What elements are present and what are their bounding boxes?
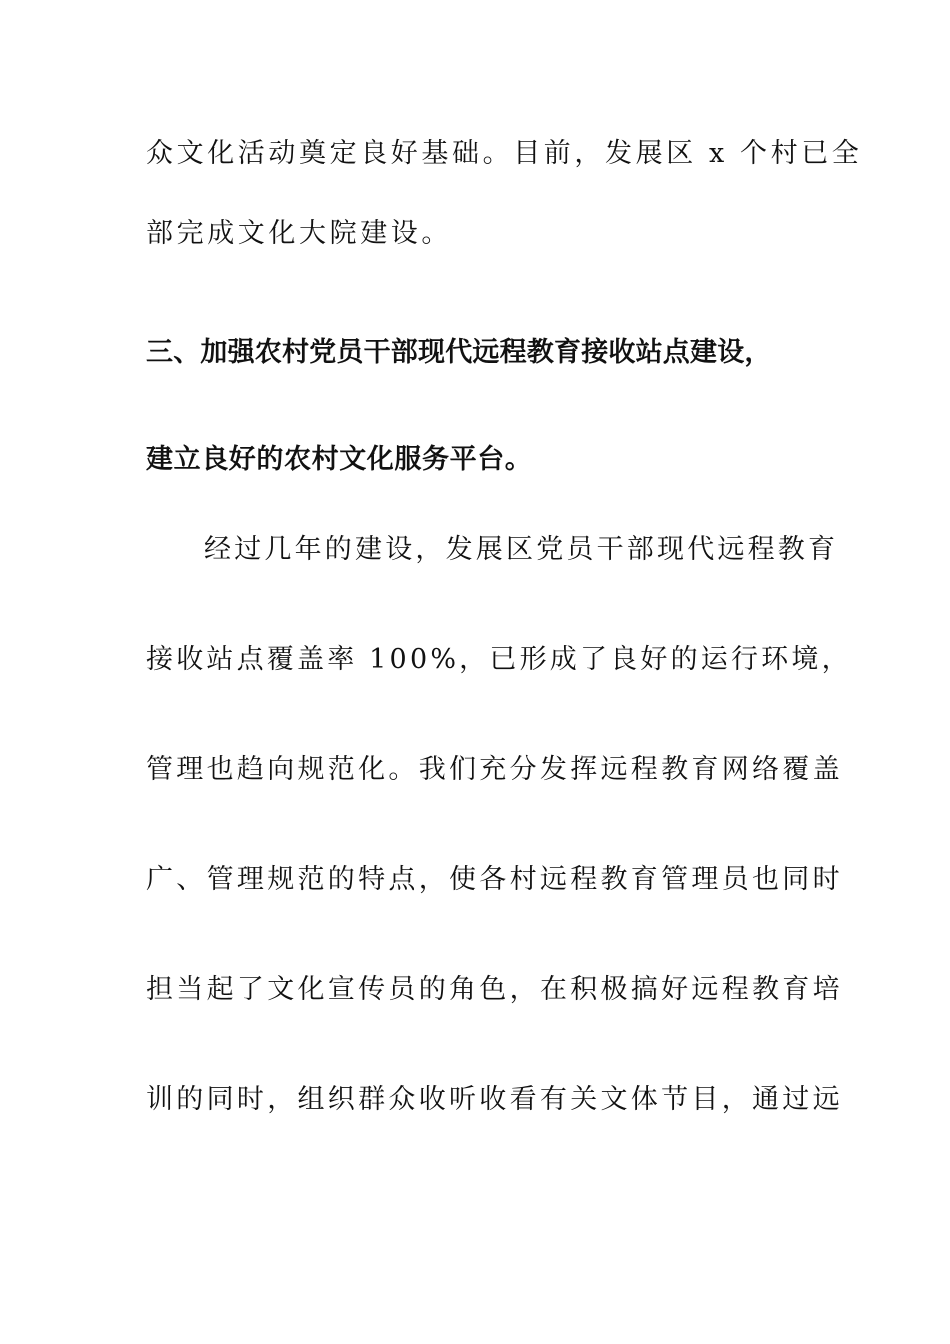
paragraph-line: 训的同时，组织群众收听收看有关文体节目，通过远: [146, 1084, 843, 1115]
paragraph-line: 接收站点覆盖率 100%，已形成了良好的运行环境，: [146, 644, 852, 675]
paragraph-line: 管理也趋向规范化。我们充分发挥远程教育网络覆盖: [146, 754, 843, 785]
section-heading-line: 三、加强农村党员干部现代远程教育接收站点建设，: [146, 337, 772, 368]
paragraph-line: 众文化活动奠定良好基础。目前，发展区 x 个村已全: [146, 138, 863, 169]
paragraph-line: 担当起了文化宣传员的角色，在积极搞好远程教育培: [146, 974, 843, 1005]
section-heading-line: 建立良好的农村文化服务平台。: [146, 444, 533, 475]
paragraph-line: 部完成文化大院建设。: [146, 218, 452, 249]
paragraph-line: 广、管理规范的特点，使各村远程教育管理员也同时: [146, 864, 843, 895]
paragraph-first-line: 经过几年的建设，发展区党员干部现代远程教育: [204, 534, 839, 565]
